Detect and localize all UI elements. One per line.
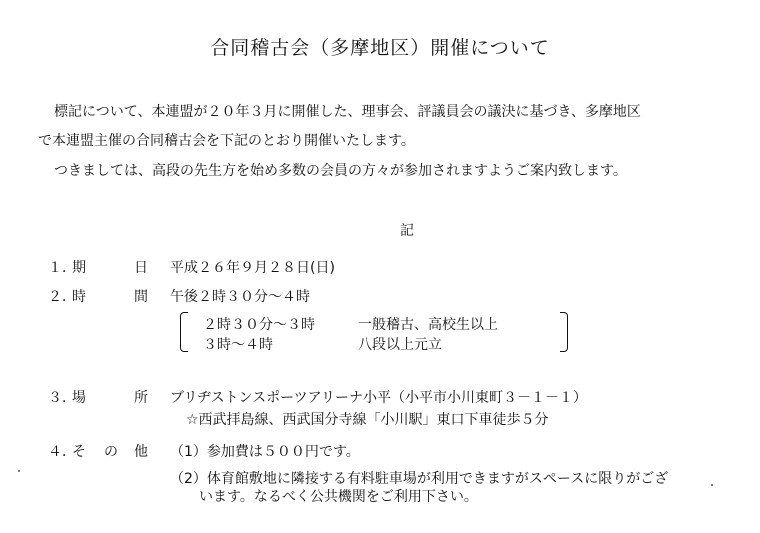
item-number: ４． <box>48 444 76 460</box>
schedule-bracket-right <box>560 312 568 352</box>
item-date-value: 平成２６年９月２８日(日) <box>170 260 335 276</box>
intro-line-1: 標記について、本連盟が２０年３月に開催した、理事会、評議員会の議決に基づき、多摩地区 <box>54 104 641 120</box>
schedule-time-2: ３時～４時 <box>203 337 273 353</box>
item-place-value: ブリヂストンスポーツアリーナ小平（小平市小川東町３－１－１） <box>170 390 588 406</box>
intro-line-2: で本連盟主催の合同稽古会を下記のとおり開催いたします。 <box>38 133 415 149</box>
intro-line-3: つきましては、高段の先生方を始め多数の会員の方々が参加されますようご案内致します。 <box>54 163 627 179</box>
item-other-note-2-line-1: （2）体育館敷地に隣接する有料駐車場が利用できますがスペースに限りがござ <box>170 471 669 487</box>
scan-speck <box>711 484 713 486</box>
item-number: １． <box>48 260 76 276</box>
label-char: 時 <box>72 289 86 305</box>
schedule-time-1: ２時３０分～３時 <box>203 317 315 333</box>
label-char: 日 <box>134 260 148 276</box>
label-char: 所 <box>134 390 148 406</box>
schedule-desc-2: 八段以上元立 <box>358 337 442 353</box>
item-other-note-1: （1）参加費は５００円です。 <box>170 444 360 460</box>
label-char: 間 <box>134 289 148 305</box>
scan-speck <box>18 470 20 472</box>
item-other-note-2-line-2: います。なるべく公共機関をご利用下さい。 <box>199 489 478 505</box>
schedule-desc-1: 一般稽古、高校生以上 <box>358 317 498 333</box>
document-title: 合同稽古会（多摩地区）開催について <box>210 37 550 59</box>
label-char: 場 <box>72 390 86 406</box>
label-char: そ <box>72 444 86 460</box>
ki-heading: 記 <box>400 223 414 239</box>
schedule-bracket-left <box>180 312 188 352</box>
label-char: 期 <box>72 260 86 276</box>
item-number: ３． <box>48 390 76 406</box>
item-number: ２． <box>48 289 76 305</box>
item-time-value: 午後２時３０分～４時 <box>170 289 310 305</box>
label-char: の <box>104 444 118 460</box>
label-char: 他 <box>134 444 148 460</box>
item-place-access: ☆西武拝島線、西武国分寺線「小川駅」東口下車徒歩５分 <box>186 412 549 428</box>
